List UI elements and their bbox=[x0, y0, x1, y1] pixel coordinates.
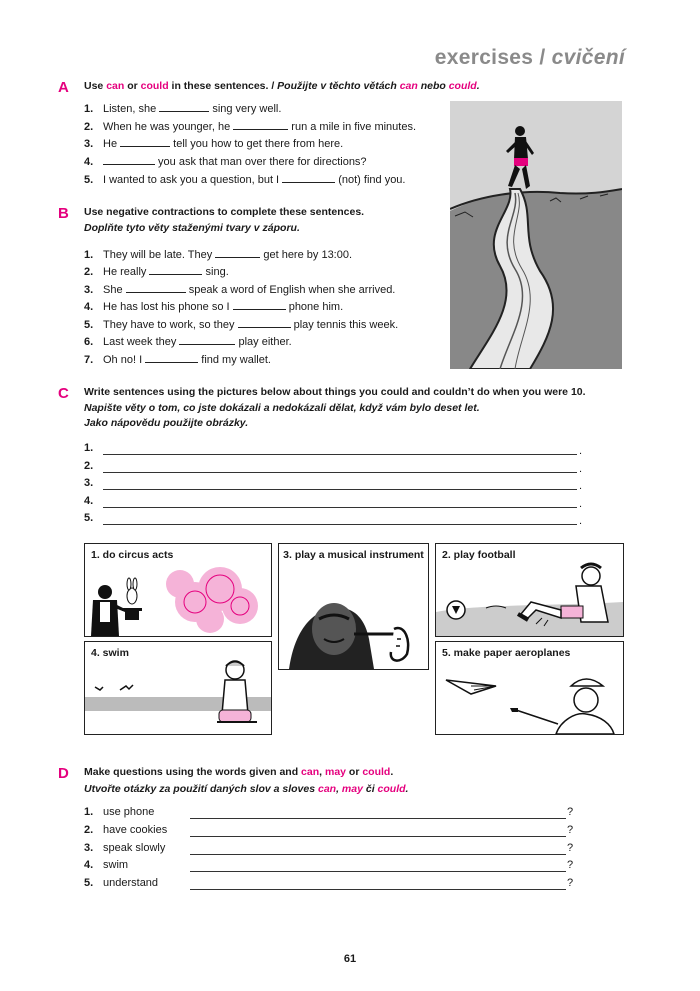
section-b-item: 7. Oh no! I find my wallet. bbox=[84, 354, 271, 366]
section-a-item: 3. He tell you how to get there from here. bbox=[84, 138, 344, 150]
section-c-instruction: Write sentences using the pictures below about things you could and couldn’t do when you were 10. bbox=[84, 386, 586, 398]
question-mark: ? bbox=[567, 859, 574, 871]
section-a-item: 5. I wanted to ask you a question, but I (not) find you. bbox=[84, 174, 406, 186]
section-a-item: 1. Listen, she sing very well. bbox=[84, 103, 282, 115]
section-a-instruction: Use can or could in these sentences. / Použijte v těchto větách can nebo could. bbox=[84, 80, 480, 92]
page-number: 61 bbox=[343, 953, 357, 965]
section-d-item: 1. use phone bbox=[84, 806, 155, 818]
question-mark: ? bbox=[567, 806, 574, 818]
picture-musical-instrument: 3. play a musical instrument bbox=[278, 543, 429, 670]
question-mark: ? bbox=[567, 824, 574, 836]
picture-swim: 4. swim bbox=[84, 641, 272, 735]
question-line[interactable] bbox=[190, 835, 566, 837]
section-c-letter: C bbox=[58, 385, 69, 402]
question-line[interactable] bbox=[190, 888, 566, 890]
question-mark: ? bbox=[567, 842, 574, 854]
section-b-item: 3. She speak a word of English when she arrived. bbox=[84, 284, 396, 296]
section-b-item: 6. Last week they play either. bbox=[84, 336, 292, 348]
answer-blank[interactable] bbox=[120, 136, 170, 147]
answer-blank[interactable] bbox=[238, 317, 291, 328]
answer-blank[interactable] bbox=[233, 299, 286, 310]
writing-line[interactable] bbox=[103, 471, 577, 473]
writing-line[interactable] bbox=[103, 506, 577, 508]
section-d-item: 5. understand bbox=[84, 877, 159, 889]
section-b-instruction-cz: Doplňte tyto věty staženými tvary v záporu. bbox=[84, 222, 300, 234]
line-number: 4. bbox=[84, 495, 94, 507]
page-header bbox=[435, 46, 625, 70]
section-d-item: 3. speak slowly bbox=[84, 842, 166, 854]
picture-paper-aeroplanes: 5. make paper aeroplanes bbox=[435, 641, 624, 735]
picture-play-football: 2. play football bbox=[435, 543, 624, 637]
header-title: exercises / bbox=[434, 46, 552, 69]
section-b-item: 1. They will be late. They get here by 13:00. bbox=[84, 249, 353, 261]
line-number: 1. bbox=[84, 442, 94, 454]
line-number: 2. bbox=[84, 460, 94, 472]
picture-circus-acts: 1. do circus acts bbox=[84, 543, 272, 637]
answer-blank[interactable] bbox=[179, 334, 235, 345]
section-a-item: 2. When he was younger, he run a mile in five minutes. bbox=[84, 121, 417, 133]
writing-line[interactable] bbox=[103, 523, 577, 525]
section-d-letter: D bbox=[58, 765, 69, 782]
question-line[interactable] bbox=[190, 817, 566, 819]
answer-blank[interactable] bbox=[149, 264, 202, 275]
answer-blank[interactable] bbox=[103, 154, 155, 165]
section-b-item: 2. He really sing. bbox=[84, 266, 229, 278]
question-line[interactable] bbox=[190, 870, 566, 872]
answer-blank[interactable] bbox=[215, 247, 260, 258]
section-a-item: 4. you ask that man over there for directions? bbox=[84, 156, 367, 168]
line-number: 5. bbox=[84, 512, 94, 524]
section-b-item: 4. He has lost his phone so I phone him. bbox=[84, 301, 344, 313]
section-b-letter: B bbox=[58, 205, 69, 222]
section-c-instruction-cz: Napište věty o tom, co jste dokázali a nedokázali dělat, když vám bylo deset let. bbox=[84, 402, 480, 414]
section-d-instruction: Make questions using the words given and can, may or could. bbox=[84, 766, 394, 778]
writing-line[interactable] bbox=[103, 453, 577, 455]
section-d-item: 4. swim bbox=[84, 859, 129, 871]
runner-illustration bbox=[450, 101, 622, 369]
answer-blank[interactable] bbox=[282, 172, 335, 183]
section-b-item: 5. They have to work, so they play tennis this week. bbox=[84, 319, 399, 331]
section-d-item: 2. have cookies bbox=[84, 824, 168, 836]
section-d-instruction-cz: Utvořte otázky za použití daných slov a sloves can, may či could. bbox=[84, 783, 409, 795]
header-title-cz: cvičení bbox=[551, 46, 625, 69]
question-line[interactable] bbox=[190, 853, 566, 855]
section-c-instruction-cz: Jako nápovědu použijte obrázky. bbox=[84, 417, 249, 429]
answer-blank[interactable] bbox=[159, 101, 209, 112]
answer-blank[interactable] bbox=[145, 352, 198, 363]
writing-line[interactable] bbox=[103, 488, 577, 490]
answer-blank[interactable] bbox=[233, 119, 288, 130]
line-number: 3. bbox=[84, 477, 94, 489]
section-b-instruction: Use negative contractions to complete these sentences. bbox=[84, 206, 365, 218]
question-mark: ? bbox=[567, 877, 574, 889]
answer-blank[interactable] bbox=[126, 282, 186, 293]
section-a-letter: A bbox=[58, 79, 69, 96]
